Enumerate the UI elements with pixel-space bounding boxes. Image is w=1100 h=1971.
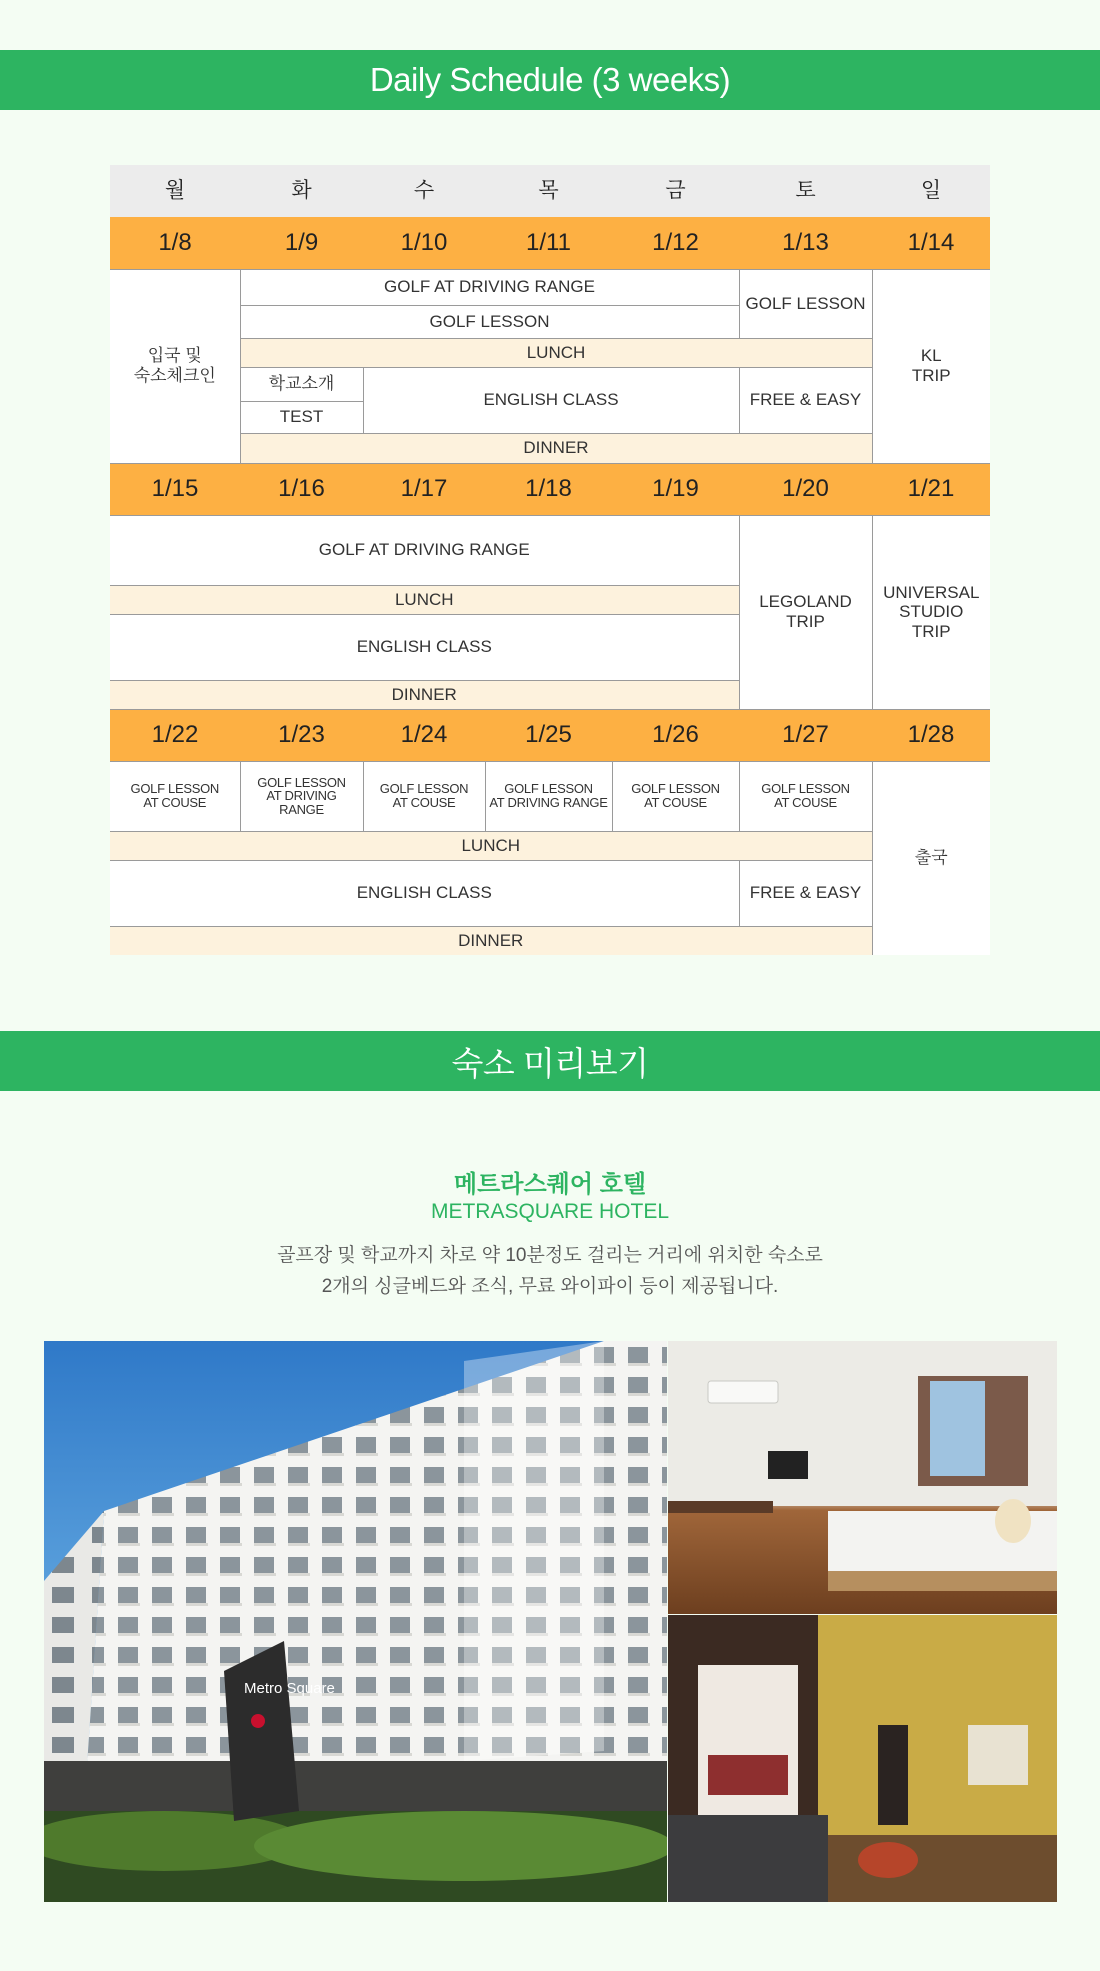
- golf-lesson-range-cell: GOLF LESSON AT DRIVING RANGE: [485, 761, 612, 831]
- legoland-trip-cell: LEGOLAND TRIP: [739, 515, 872, 709]
- weekday-wed: 수: [363, 165, 485, 217]
- departure-cell: 출국: [872, 761, 990, 955]
- english-class-cell: ENGLISH CLASS: [110, 614, 739, 680]
- sat-golf-lesson-cell: GOLF LESSON: [739, 269, 872, 338]
- golf-lesson-course-cell: GOLF LESSON AT COUSE: [363, 761, 485, 831]
- golf-lesson-range-cell: GOLF LESSON AT DRIVING RANGE: [240, 761, 363, 831]
- hotel-name-en: METRASQUARE HOTEL: [430, 1200, 670, 1223]
- weekday-tue: 화: [240, 165, 363, 217]
- golf-lesson-course-cell: GOLF LESSON AT COUSE: [739, 761, 872, 831]
- date-cell: 1/14: [872, 217, 990, 269]
- schedule-title: Daily Schedule (3 weeks): [369, 61, 731, 98]
- date-cell: 1/9: [240, 217, 363, 269]
- date-cell: 1/19: [612, 463, 739, 515]
- free-easy-cell: FREE & EASY: [739, 367, 872, 433]
- golf-driving-range-cell: GOLF AT DRIVING RANGE: [240, 269, 739, 305]
- date-cell: 1/8: [110, 217, 240, 269]
- date-cell: 1/10: [363, 217, 485, 269]
- date-cell: 1/17: [363, 463, 485, 515]
- date-cell: 1/20: [739, 463, 872, 515]
- date-cell: 1/23: [240, 709, 363, 761]
- free-easy-cell: FREE & EASY: [739, 860, 872, 926]
- lunch-cell: LUNCH: [240, 338, 872, 367]
- date-cell: 1/25: [485, 709, 612, 761]
- date-cell: 1/24: [363, 709, 485, 761]
- weekday-thu: 목: [485, 165, 612, 217]
- date-cell: 1/15: [110, 463, 240, 515]
- date-cell: 1/22: [110, 709, 240, 761]
- accommodation-banner: [0, 1031, 1100, 1091]
- golf-lesson-course-cell: GOLF LESSON AT COUSE: [612, 761, 739, 831]
- hotel-name-kr: 메트라스퀘어 호텔: [453, 1171, 647, 1198]
- date-cell: 1/18: [485, 463, 612, 515]
- golf-lesson-course-cell: GOLF LESSON AT COUSE: [110, 761, 240, 831]
- weekday-fri: 금: [612, 165, 739, 217]
- date-cell: 1/12: [612, 217, 739, 269]
- arrival-checkin-cell: 입국 및 숙소체크인: [110, 269, 240, 463]
- test-cell: TEST: [240, 401, 363, 433]
- date-cell: 1/21: [872, 463, 990, 515]
- date-cell: 1/27: [739, 709, 872, 761]
- hotel-exterior-photo: [44, 1341, 667, 1902]
- lunch-cell: LUNCH: [110, 831, 872, 860]
- week1-dates-row: [110, 217, 990, 269]
- weekday-header-row: [110, 165, 990, 217]
- accommodation-title: 숙소 미리보기: [451, 1044, 649, 1082]
- metro-square-sign: Metro Square: [244, 1680, 335, 1697]
- date-cell: 1/26: [612, 709, 739, 761]
- date-cell: 1/16: [240, 463, 363, 515]
- dinner-cell: DINNER: [110, 680, 739, 709]
- week3-dates-row: [110, 709, 990, 761]
- golf-driving-range-cell: GOLF AT DRIVING RANGE: [110, 515, 739, 585]
- weekday-mon: 월: [110, 165, 240, 217]
- hotel-bedroom-photo: [668, 1341, 1057, 1614]
- hotel-living-room-photo: [668, 1615, 1057, 1902]
- english-class-cell: ENGLISH CLASS: [363, 367, 739, 433]
- golf-lesson-cell: GOLF LESSON: [240, 305, 739, 338]
- weekday-sun: 일: [872, 165, 990, 217]
- lunch-cell: LUNCH: [110, 585, 739, 614]
- schedule-banner: [0, 50, 1100, 110]
- week2-dates-row: [110, 463, 990, 515]
- date-cell: 1/13: [739, 217, 872, 269]
- school-intro-cell: 학교소개: [240, 367, 363, 401]
- dinner-cell: DINNER: [240, 433, 872, 463]
- date-cell: 1/28: [872, 709, 990, 761]
- kl-trip-cell: KL TRIP: [872, 269, 990, 463]
- weekday-sat: 토: [739, 165, 872, 217]
- date-cell: 1/11: [485, 217, 612, 269]
- universal-studio-trip-cell: UNIVERSAL STUDIO TRIP: [872, 515, 990, 709]
- english-class-cell: ENGLISH CLASS: [110, 860, 739, 926]
- dinner-cell: DINNER: [110, 926, 872, 955]
- hotel-description: 골프장 및 학교까지 차로 약 10분정도 걸리는 거리에 위치한 숙소로 2개의 싱글베드와 조식, 무료 와이파이 등이 제공됩니다.: [277, 1245, 823, 1298]
- schedule-table: [110, 165, 990, 955]
